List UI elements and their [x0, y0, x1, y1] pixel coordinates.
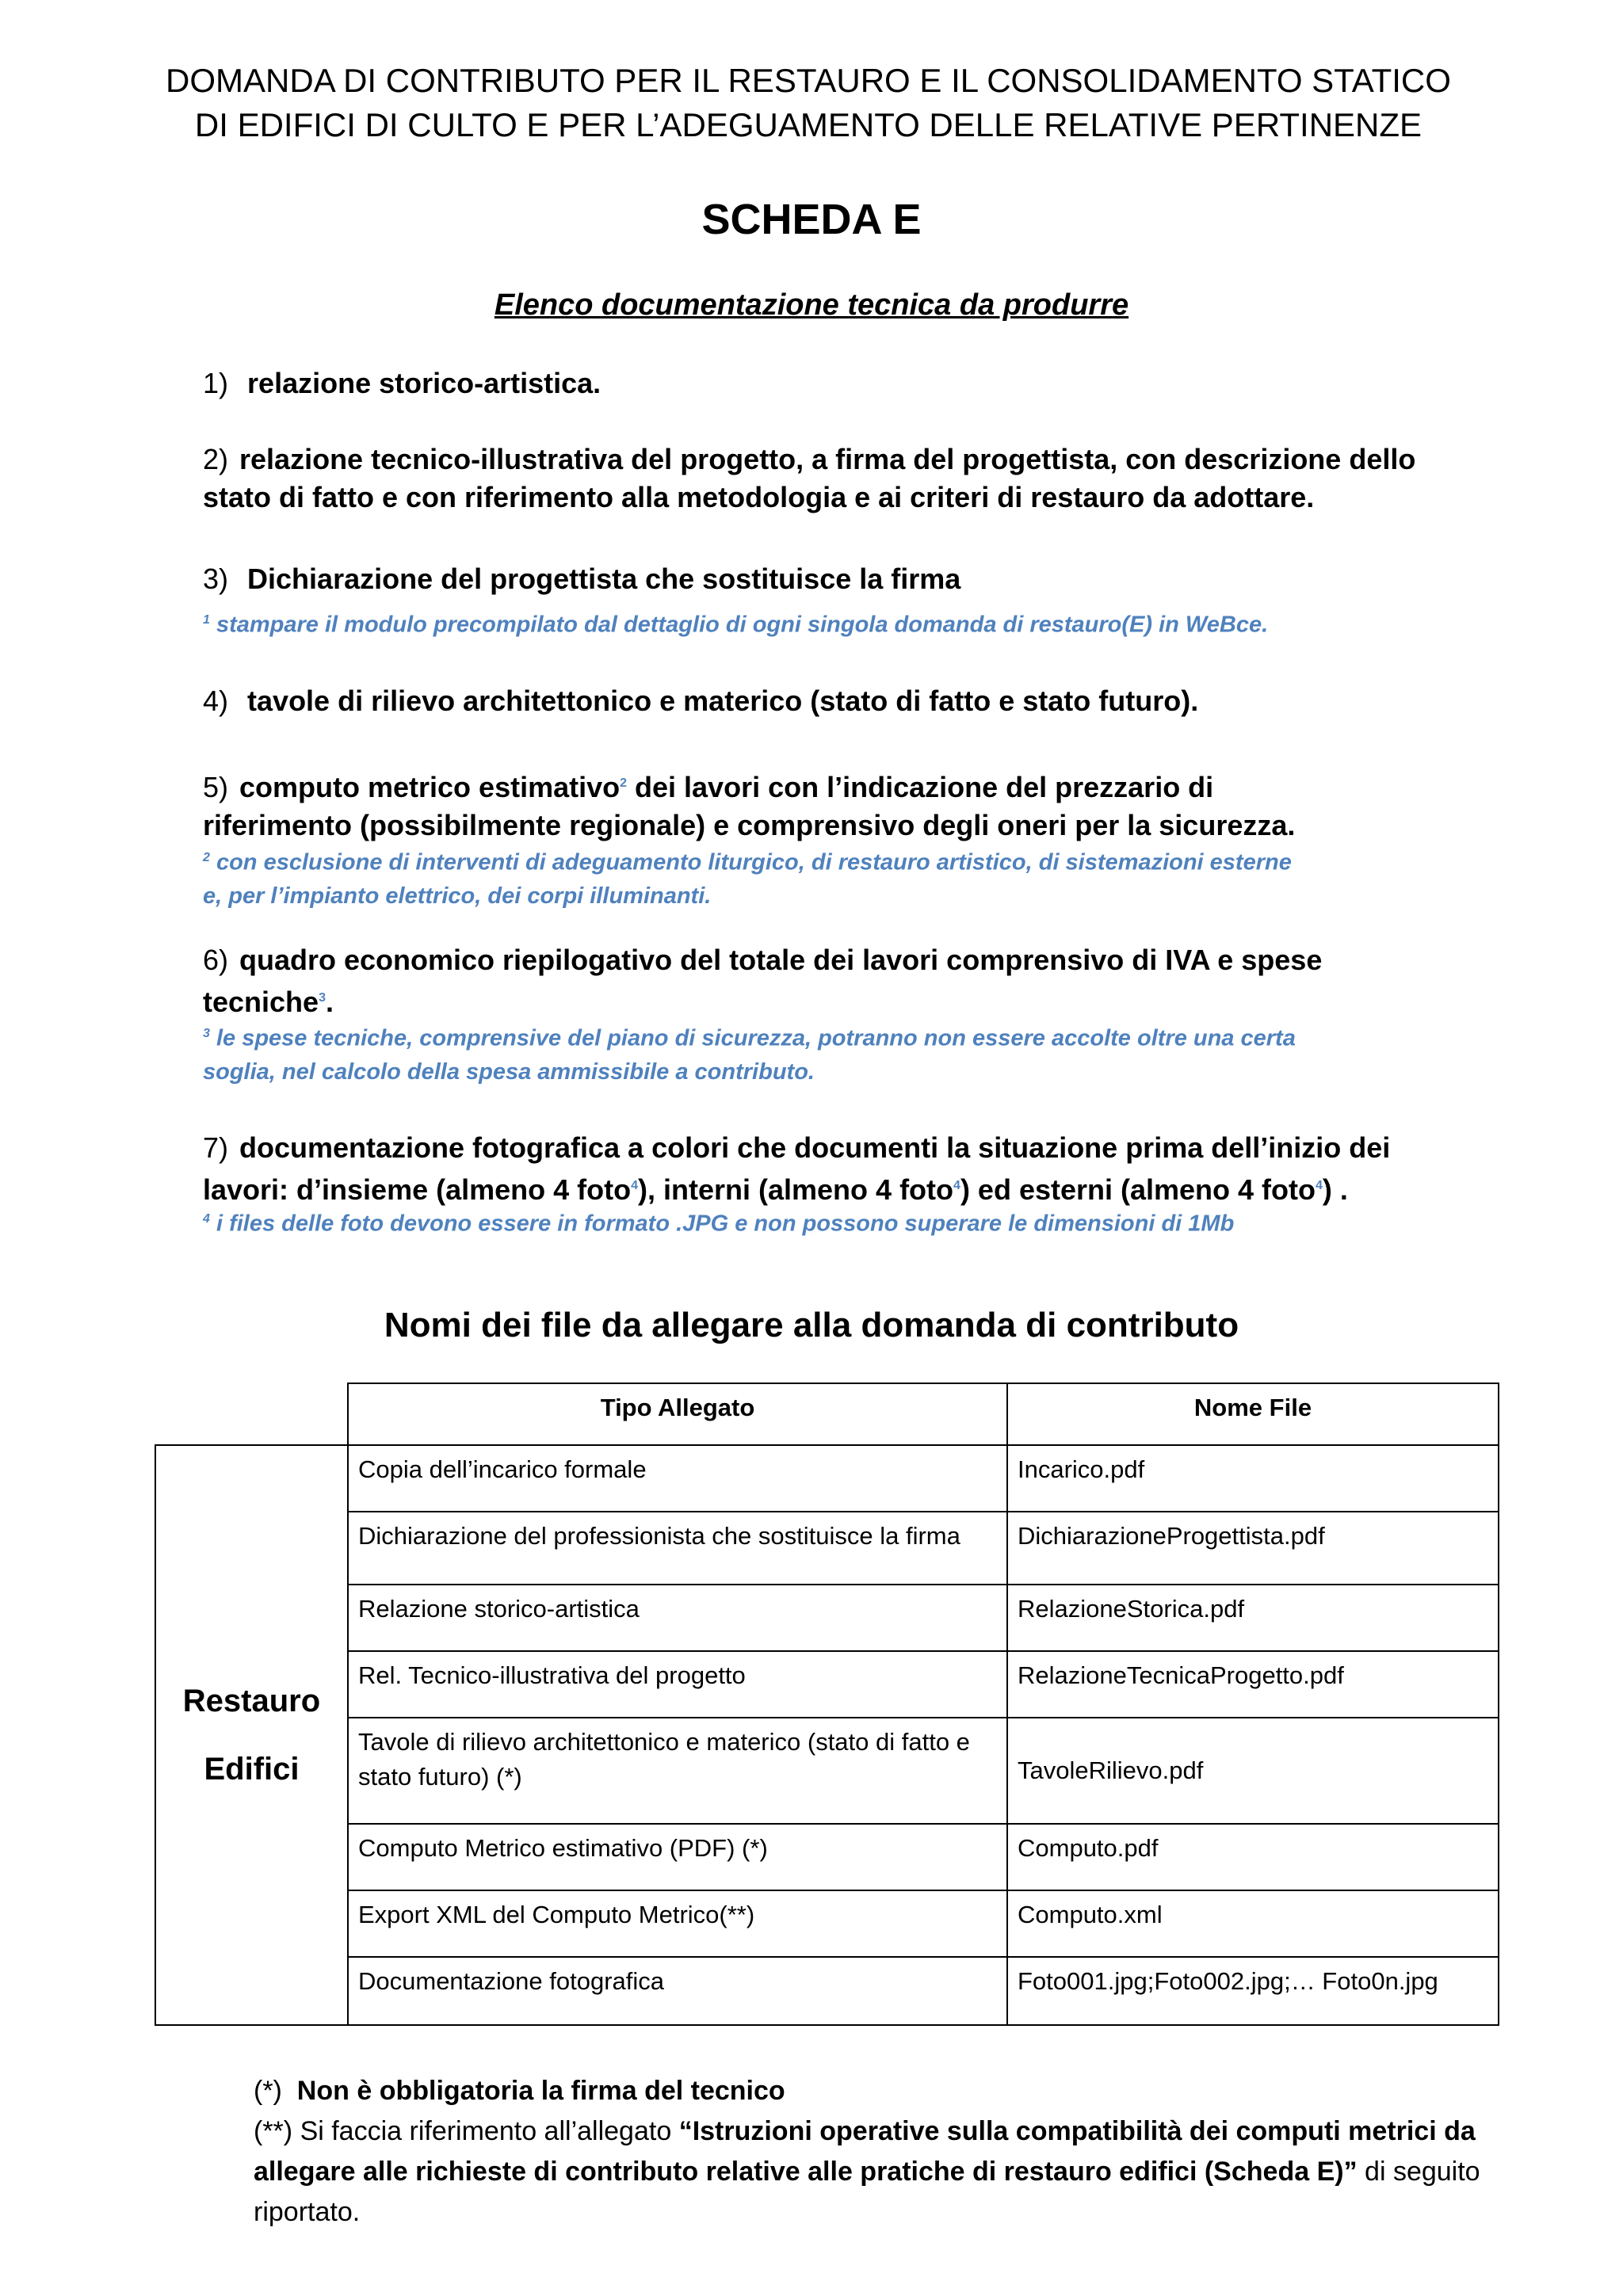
- header-line-2: DI EDIFICI DI CULTO E PER L’ADEGUAMENTO DELLE RELATIVE PERTINENZE: [194, 106, 1423, 143]
- cell-nome: Foto001.jpg;Foto002.jpg;… Foto0n.jpg: [1007, 1957, 1499, 2025]
- table-row: [155, 1512, 1499, 1585]
- footnote-double-asterisk-mark: (**): [254, 2116, 293, 2146]
- table-header-row: [155, 1383, 1499, 1445]
- item-text: quadro economico riepilogativo del totale dei lavori comprensivo di IVA e spese: [239, 944, 1323, 976]
- item-number: 6): [203, 944, 229, 976]
- table-title: Nomi dei file da allegare alla domanda di contributo: [384, 1306, 1239, 1344]
- item-number: 1): [203, 367, 229, 399]
- item-text-cont: ), interni (almeno 4 foto: [638, 1173, 954, 1206]
- footnote-ref: 2: [620, 776, 628, 790]
- item-text: computo metrico estimativo: [239, 771, 621, 803]
- footnote-mark: 4: [203, 1212, 210, 1226]
- footnote-double-asterisk-pre: Si faccia riferimento all’allegato: [300, 2116, 672, 2146]
- list-item-1: [203, 364, 1439, 402]
- cell-nome: TavoleRilievo.pdf: [1007, 1718, 1499, 1824]
- attachments-table: [155, 1383, 1499, 2026]
- table-row: [155, 1718, 1499, 1824]
- table-row: [155, 1890, 1499, 1957]
- column-header-tipo: Tipo Allegato: [348, 1383, 1007, 1445]
- footnote-double-asterisk: [254, 2111, 1490, 2233]
- empty-header-cell: [155, 1383, 348, 1445]
- footnote-text-cont: e, per l’impianto elettrico, dei corpi illuminanti.: [203, 883, 712, 909]
- footnote-2: [203, 841, 1344, 913]
- cell-tipo: Copia dell’incarico formale: [348, 1445, 1007, 1512]
- column-header-nome: Nome File: [1007, 1383, 1499, 1445]
- scheda-title: SCHEDA E: [701, 196, 922, 243]
- footnote-asterisk-text: Non è obbligatoria la firma del tecnico: [296, 2076, 785, 2106]
- footnote-double-asterisk-bold: “Istruzioni operative sulla compatibilità dei computi metrici da allegare alle richieste di contributo relative alle pratiche di restauro edifici (Scheda E)”: [254, 2116, 1476, 2187]
- item-text: Dichiarazione del progettista che sostituisce la firma: [247, 563, 961, 595]
- footnote-double-asterisk-post: di seguito riportato.: [254, 2157, 1480, 2227]
- footnote-ref: 4: [631, 1179, 639, 1192]
- list-item-6: [203, 941, 1439, 1021]
- cell-tipo: Computo Metrico estimativo (PDF) (*): [348, 1824, 1007, 1890]
- item-text-end: ) .: [1322, 1173, 1348, 1206]
- item-number: 2): [203, 443, 229, 475]
- cell-tipo: Relazione storico-artistica: [348, 1585, 1007, 1651]
- list-item-3: [203, 560, 1439, 598]
- footnote-4: [203, 1203, 1344, 1241]
- footnote-text: le spese tecniche, comprensive del piano di sicurezza, potranno non essere accolte oltre una certa: [216, 1025, 1296, 1051]
- footnote-asterisk-mark: (*): [254, 2076, 282, 2106]
- item-text: dei lavori con l’indicazione del prezzario di: [627, 771, 1214, 803]
- item-text-cont: lavori: d’insieme (almeno 4 foto: [203, 1173, 632, 1206]
- footnote-ref: 3: [319, 991, 326, 1005]
- footnote-mark: 2: [203, 851, 210, 864]
- footnote-mark: 3: [203, 1027, 210, 1040]
- cell-nome: Incarico.pdf: [1007, 1445, 1499, 1512]
- cell-tipo: Export XML del Computo Metrico(**): [348, 1890, 1007, 1957]
- footnote-ref: 4: [953, 1179, 960, 1192]
- item-text-cont: ) ed esterni (almeno 4 foto: [960, 1173, 1316, 1206]
- section-subtitle: Elenco documentazione tecnica da produrre: [494, 288, 1129, 322]
- list-item-7: [203, 1129, 1439, 1209]
- footnote-asterisk: [254, 2071, 1490, 2111]
- footnote-text: i files delle foto devono essere in formato .JPG e non possono superare le dimensioni di 1Mb: [216, 1211, 1235, 1237]
- item-text: tavole di rilievo architettonico e materico (stato di fatto e stato futuro).: [247, 685, 1199, 717]
- cell-nome: DichiarazioneProgettista.pdf: [1007, 1512, 1499, 1585]
- item-text-end: .: [325, 986, 334, 1018]
- list-item-2: [203, 441, 1439, 517]
- item-number: 5): [203, 771, 229, 803]
- cell-nome: Computo.xml: [1007, 1890, 1499, 1957]
- footnote-3: [203, 1017, 1344, 1089]
- item-number: 4): [203, 685, 229, 717]
- item-text: documentazione fotografica a colori che documenti la situazione prima dell’inizio dei: [239, 1131, 1391, 1164]
- cell-tipo: Rel. Tecnico-illustrativa del progetto: [348, 1651, 1007, 1718]
- item-text-cont: riferimento (possibilmente regionale) e comprensivo degli oneri per la sicurezza.: [203, 809, 1296, 841]
- item-text-cont: stato di fatto e con riferimento alla metodologia e ai criteri di restauro da adottare.: [203, 481, 1315, 513]
- footnote-text-cont: soglia, nel calcolo della spesa ammissibile a contributo.: [203, 1058, 815, 1085]
- header-line-1: DOMANDA DI CONTRIBUTO PER IL RESTAURO E IL CONSOLIDAMENTO STATICO: [166, 62, 1451, 99]
- cell-nome: Computo.pdf: [1007, 1824, 1499, 1890]
- table-row: [155, 1651, 1499, 1718]
- footnote-text: con esclusione di interventi di adeguamento liturgico, di restauro artistico, di sistemazioni esterne: [216, 849, 1292, 875]
- cell-tipo: Tavole di rilievo architettonico e materico (stato di fatto e stato futuro) (*): [348, 1718, 1007, 1824]
- footnote-text: stampare il modulo precompilato dal dettaglio di ogni singola domanda di restauro(E) in WeBce.: [216, 612, 1269, 638]
- table-row: [155, 1824, 1499, 1890]
- document-header: [127, 59, 1490, 147]
- group-label-line-2: Edifici: [204, 1752, 300, 1787]
- item-number: 7): [203, 1131, 229, 1164]
- list-item-5: [203, 765, 1439, 845]
- table-row: [155, 1445, 1499, 1512]
- footnote-1: [203, 604, 1344, 642]
- cell-nome: RelazioneTecnicaProgetto.pdf: [1007, 1651, 1499, 1718]
- table-footnotes: [254, 2071, 1490, 2233]
- table-row: [155, 1957, 1499, 2025]
- cell-tipo: Dichiarazione del professionista che sostituisce la firma: [348, 1512, 1007, 1585]
- footnote-ref: 4: [1316, 1179, 1323, 1192]
- list-item-4: [203, 682, 1439, 720]
- cell-tipo: Documentazione fotografica: [348, 1957, 1007, 2025]
- group-label-line-1: Restauro: [182, 1684, 321, 1718]
- item-number: 3): [203, 563, 229, 595]
- table-row: [155, 1585, 1499, 1651]
- item-text: relazione storico-artistica.: [247, 367, 601, 399]
- cell-nome: RelazioneStorica.pdf: [1007, 1585, 1499, 1651]
- footnote-mark: 1: [203, 613, 210, 627]
- item-text: relazione tecnico-illustrativa del progetto, a firma del progettista, con descrizione dello: [239, 443, 1416, 475]
- group-label: [155, 1445, 348, 2025]
- item-text-cont: tecniche: [203, 986, 319, 1018]
